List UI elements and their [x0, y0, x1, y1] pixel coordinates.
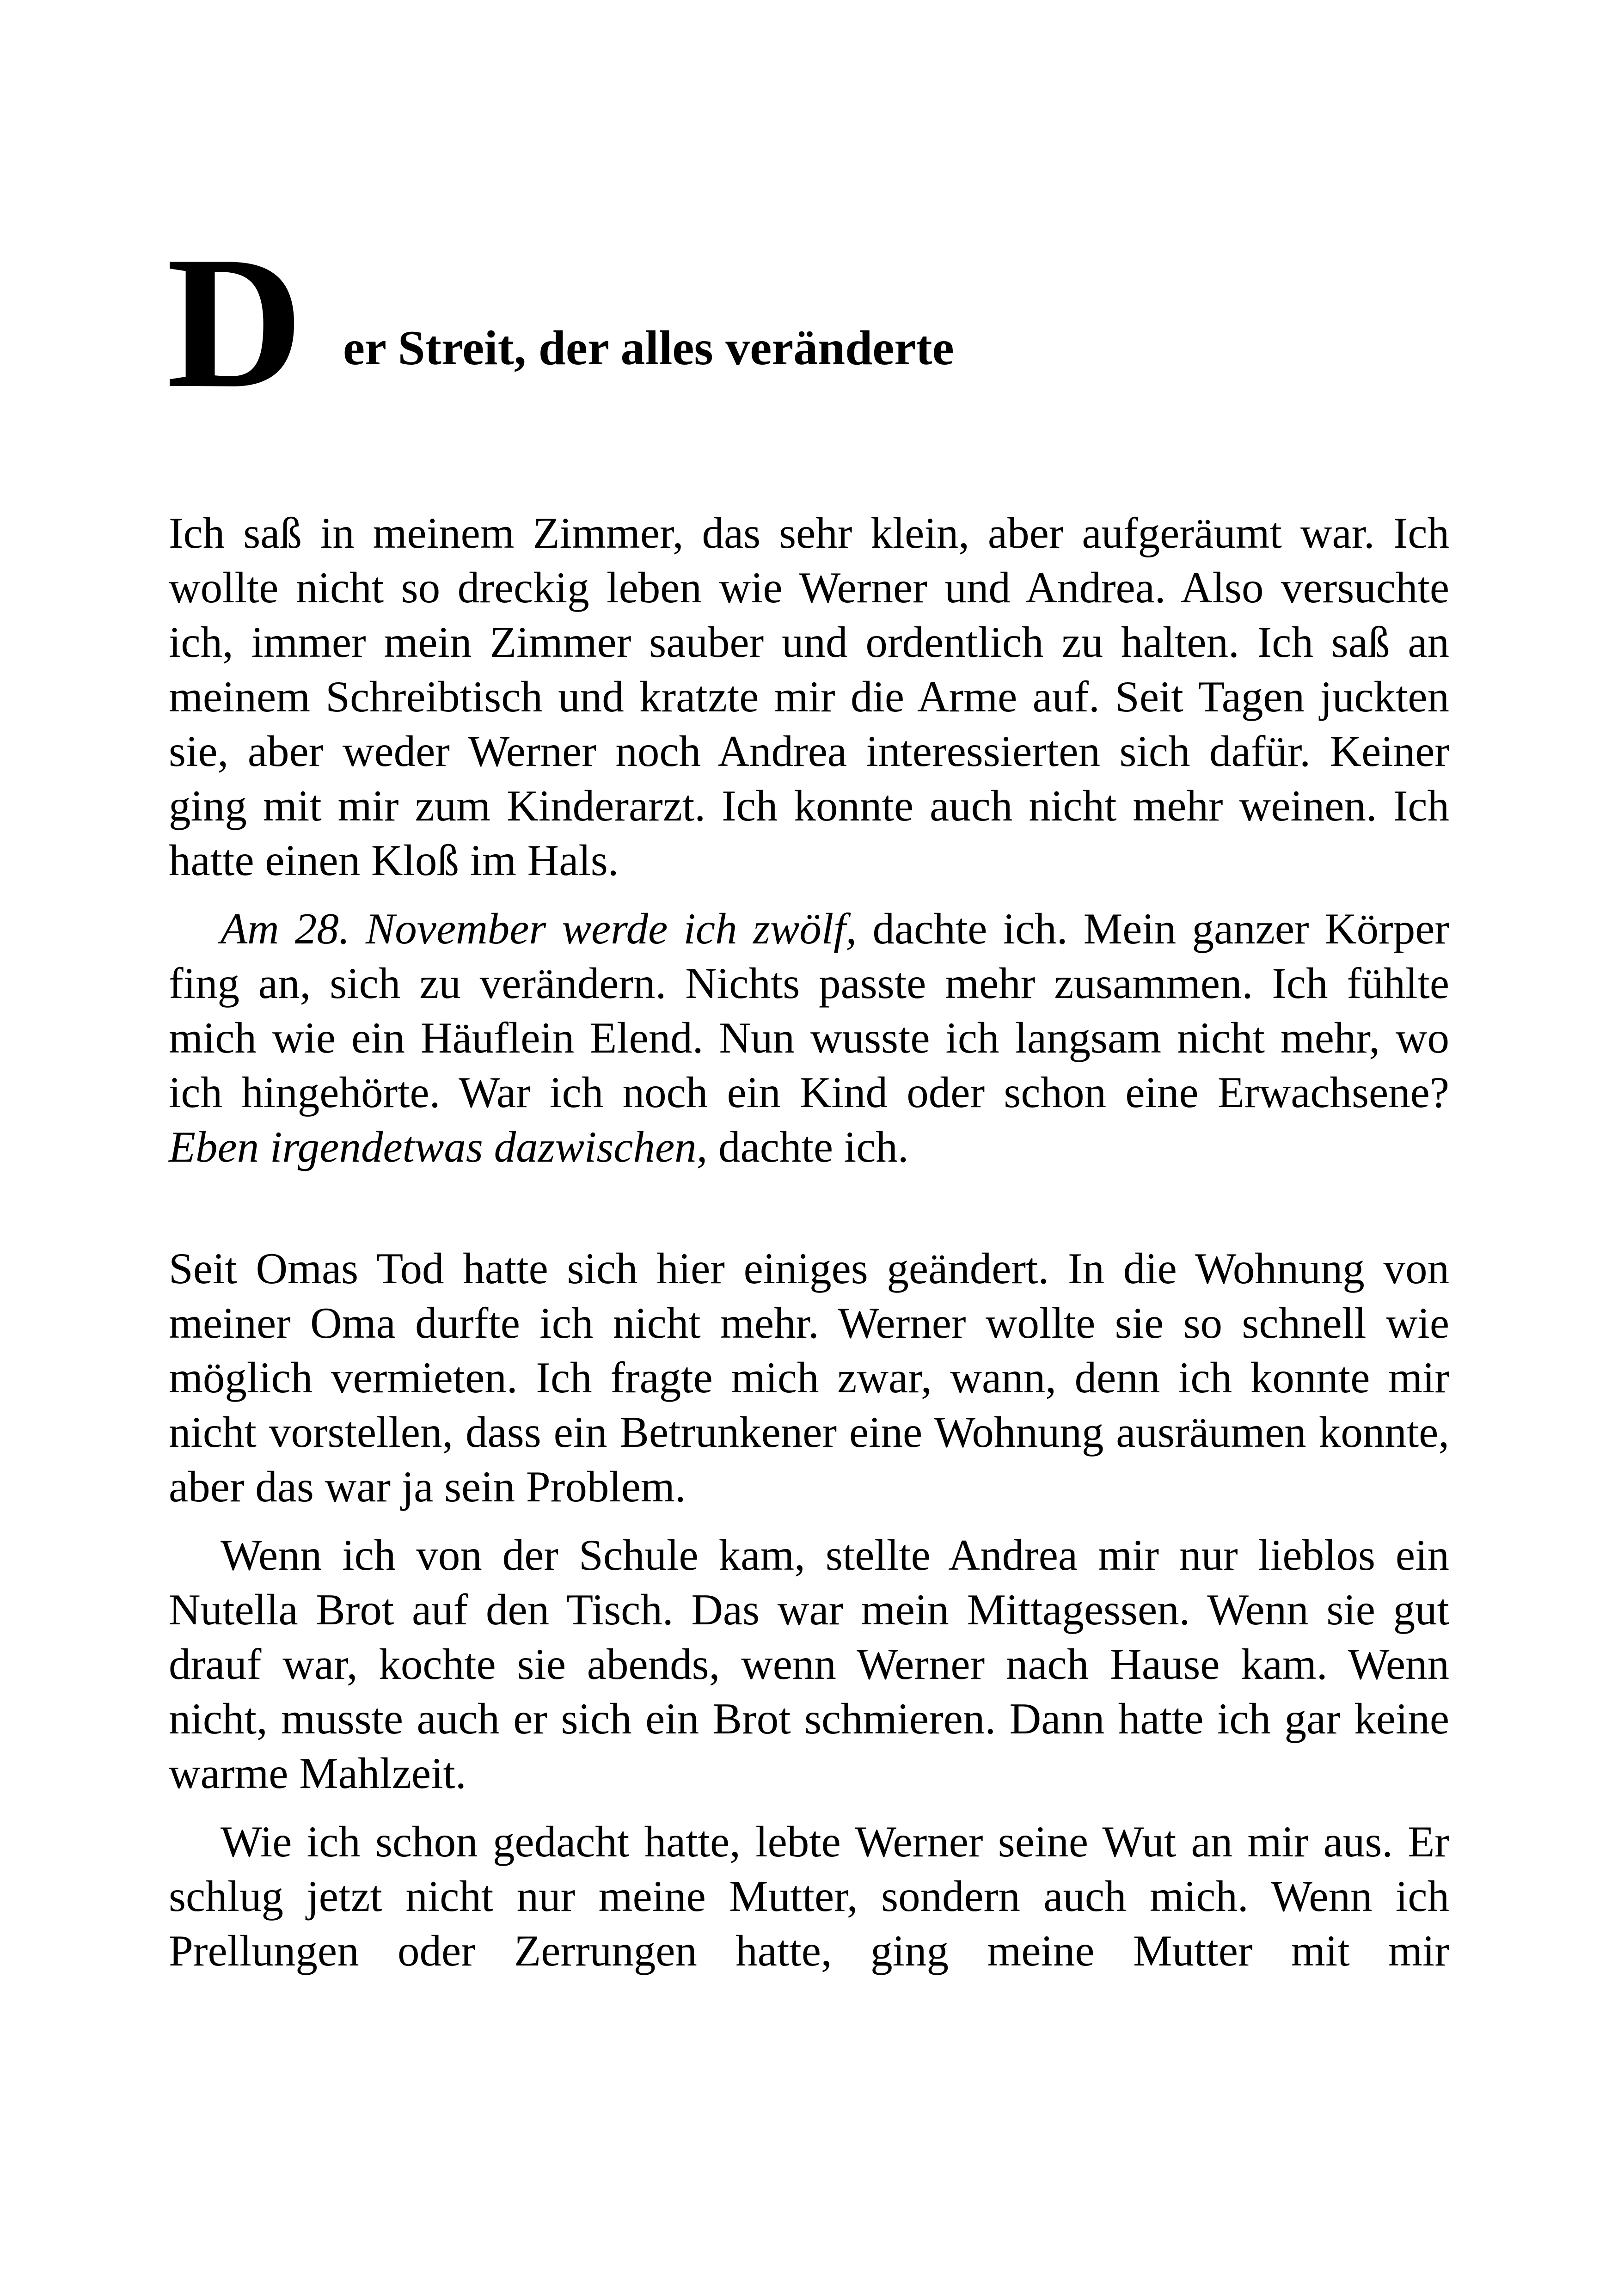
paragraph — [169, 506, 1449, 888]
paragraph — [169, 1528, 1449, 1800]
body-text-segment: Wenn ich von der Schule kam, stellte Andrea mir nur lieblos ein Nutella Brot auf den Tisch. Das war mein Mittagessen. Wenn sie gut drauf war, kochte sie abends, wenn Werner nach Hause kam. Wenn nicht, musste auch er sich ein Brot schmieren. Dann hatte ich gar keine warme Mahlzeit. — [169, 1531, 1449, 1798]
chapter-drop-cap: D — [166, 217, 304, 427]
italic-text-segment: Eben irgendetwas dazwischen, — [169, 1122, 708, 1171]
body-text-segment: Wie ich schon gedacht hatte, lebte Werner seine Wut an mir aus. Er schlug jetzt nicht nur meine Mutter, sondern auch mich. Wenn ich Prellungen oder Zerrungen hatte, ging meine Mutter mit mir — [169, 1817, 1449, 1975]
italic-text-segment: Am 28. November werde ich zwölf, — [221, 904, 857, 953]
paragraph — [169, 1241, 1449, 1514]
body-text-segment: Ich saß in meinem Zimmer, das sehr klein, aber aufgeräumt war. Ich wollte nicht so dreckig leben wie Werner und Andrea. Also versuchte ich, immer mein Zimmer sauber und ordentlich zu halten. Ich saß an meinem Schreibtisch und kratzte mir die Arme auf. Seit Tagen juckten sie, aber weder Werner noch Andrea interessierten sich dafür. Keiner ging mit mir zum Kinderarzt. Ich konnte auch nicht mehr weinen. Ich hatte einen Kloß im Hals. — [169, 508, 1449, 885]
paragraph — [169, 901, 1449, 1174]
body-text-segment: Seit Omas Tod hatte sich hier einiges geändert. In die Wohnung von meiner Oma durfte ich nicht mehr. Werner wollte sie so schnell wie möglich vermieten. Ich fragte mich zwar, wann, denn ich konnte mir nicht vorstellen, dass ein Betrunkener eine Wohnung ausräumen konnte, aber das war ja sein Problem. — [169, 1244, 1449, 1511]
chapter-title: er Streit, der alles veränderte — [343, 321, 954, 375]
paragraph — [169, 1814, 1449, 1978]
body-text-segment: dachte ich. Mein ganzer Körper fing an, sich zu verändern. Nichts passte mehr zusammen. Ich fühlte mich wie ein Häuflein Elend. Nun wusste ich langsam nicht mehr, wo ich hingehörte. War ich noch ein Kind oder schon eine Erwachsene? — [169, 904, 1449, 1117]
body-text-segment: dachte ich. — [707, 1122, 909, 1171]
chapter-body — [169, 506, 1449, 1992]
